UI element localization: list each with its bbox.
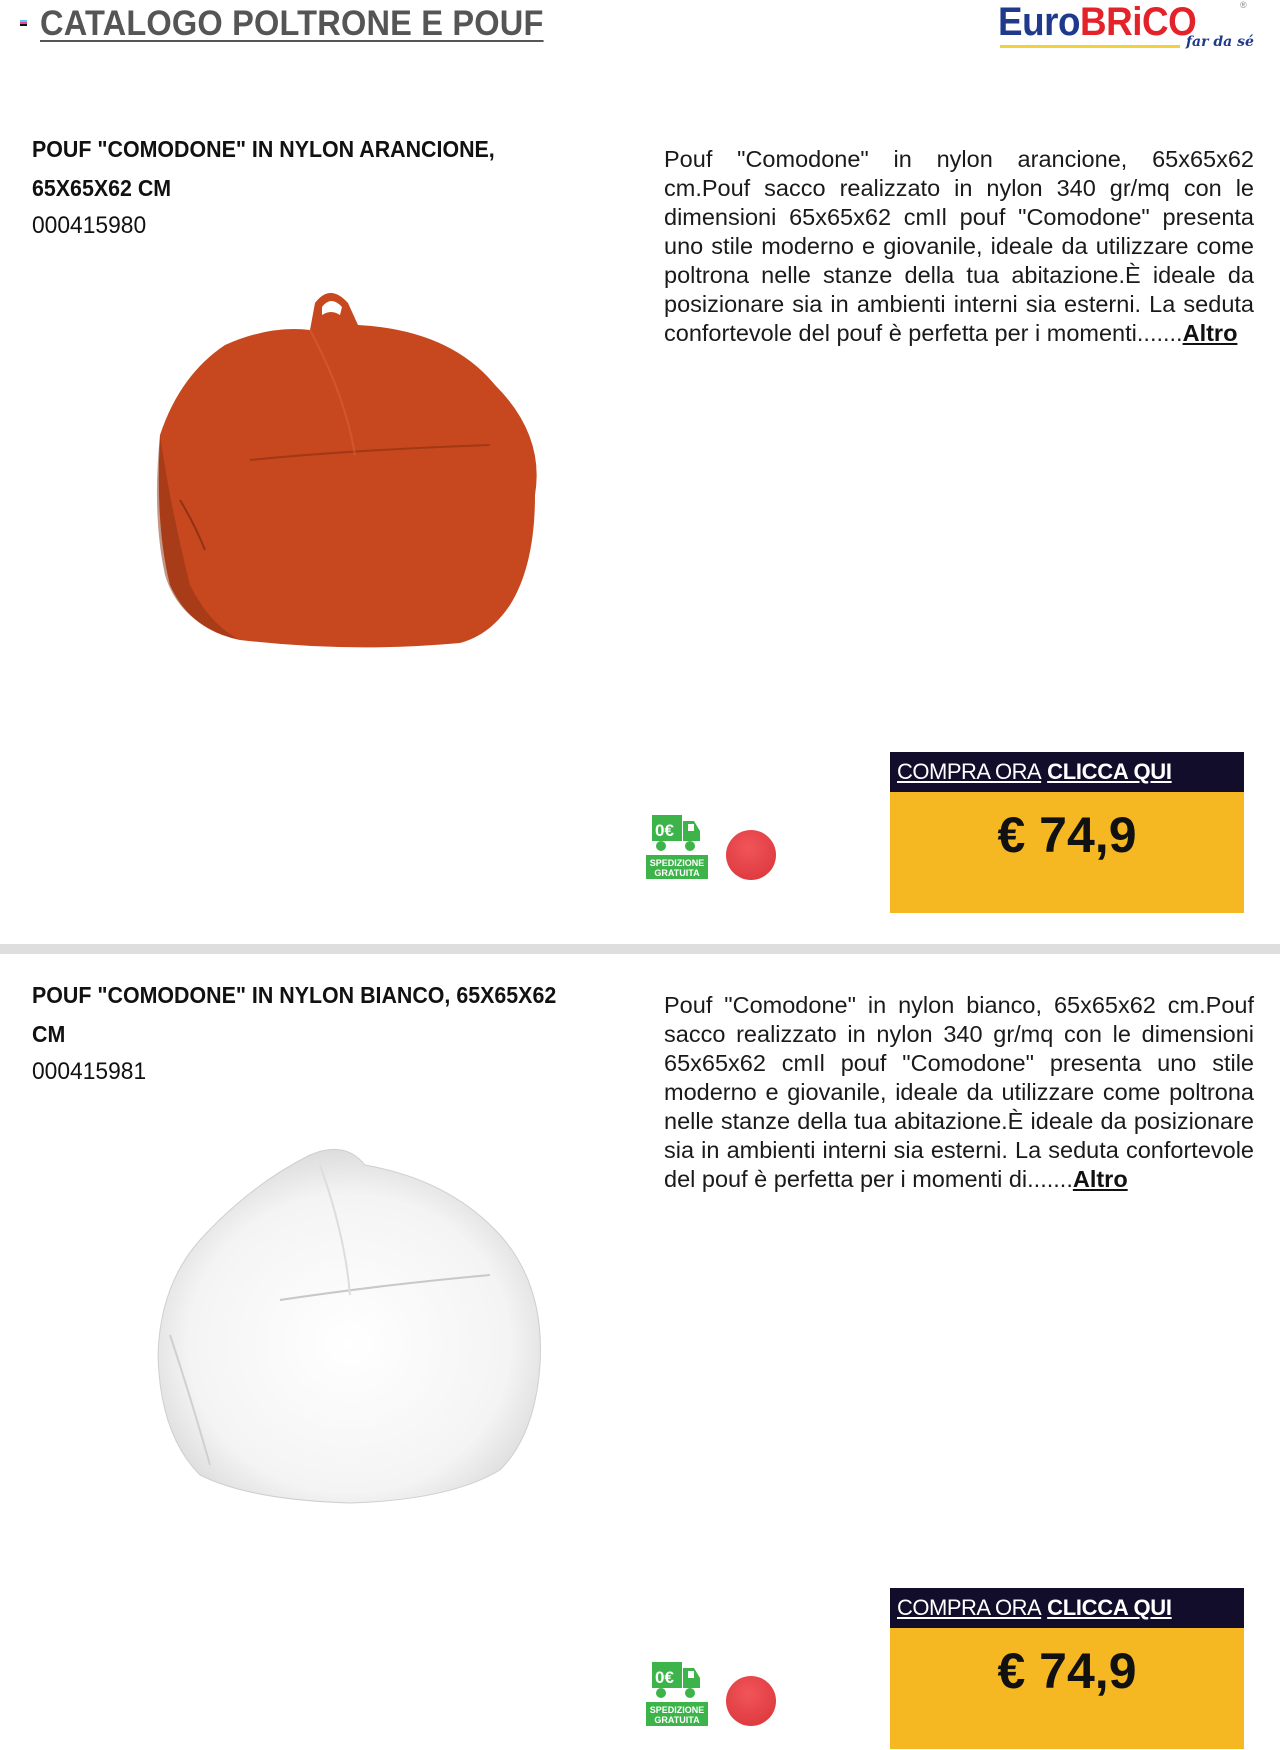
buy-now-link[interactable]: COMPRA ORA — [897, 1595, 1042, 1620]
color-swatch-dot — [726, 830, 776, 880]
orange-pouf-image — [150, 285, 560, 675]
buy-header — [890, 752, 1244, 792]
price: € 74,9 — [890, 792, 1244, 913]
buy-now-link[interactable]: COMPRA ORA — [897, 759, 1042, 784]
page-header — [0, 0, 1280, 60]
truck-icon — [646, 1660, 708, 1726]
svg-text:0€: 0€ — [655, 1668, 674, 1687]
free-shipping-badge — [646, 1660, 708, 1726]
section-separator — [0, 944, 1280, 954]
registered-mark: ® — [1240, 0, 1247, 10]
logo-tagline: far da sé — [1186, 34, 1254, 50]
buy-box — [890, 752, 1244, 913]
product-code: 000415980 — [32, 212, 147, 239]
product-image[interactable] — [150, 1135, 560, 1525]
more-link[interactable]: Altro — [1072, 1166, 1128, 1192]
svg-text:0€: 0€ — [655, 821, 674, 840]
buy-header — [890, 1588, 1244, 1628]
logo-brico: BRiCO — [1079, 0, 1197, 44]
logo-wordmark — [998, 0, 1196, 45]
buy-box — [890, 1588, 1244, 1749]
description-text: Pouf "Comodone" in nylon arancione, 65x65x62 cm.Pouf sacco realizzato in nylon 340 gr/mq con le dimensioni 65x65x62 cmIl pouf "Comodone" presenta uno stile moderno e giovanile, ideale da utilizzare come poltrona nelle stanze della tua abitazione.È ideale da posizionare sia in ambienti interni sia esterni. La seduta confortevole del pouf è perfetta per i momenti....... — [664, 146, 1254, 346]
logo-underline — [1000, 45, 1180, 48]
white-pouf-image — [150, 1135, 560, 1525]
product-title: POUF "COMODONE" IN NYLON ARANCIONE, 65X65X62 CM — [32, 136, 495, 201]
product-title: POUF "COMODONE" IN NYLON BIANCO, 65X65X62 CM — [32, 982, 557, 1047]
click-here-link[interactable]: CLICCA QUI — [1047, 1595, 1172, 1620]
product-description — [664, 991, 1254, 1194]
free-shipping-badge — [646, 813, 708, 879]
logo-euro: Euro — [998, 0, 1080, 44]
price: € 74,9 — [890, 1628, 1244, 1749]
truck-icon — [646, 813, 708, 879]
svg-text:GRATUITA: GRATUITA — [654, 1715, 700, 1725]
click-here-link[interactable]: CLICCA QUI — [1047, 759, 1172, 784]
svg-text:GRATUITA: GRATUITA — [654, 868, 700, 878]
description-text: Pouf "Comodone" in nylon bianco, 65x65x62 cm.Pouf sacco realizzato in nylon 340 gr/mq con le dimensioni 65x65x62 cmIl pouf "Comodone" presenta uno stile moderno e giovanile, ideale da utilizzare come poltrona nelle stanze della tua abitazione.È ideale da posizionare sia in ambienti interni sia esterni. La seduta confortevole del pouf è perfetta per i momenti di....... — [664, 992, 1254, 1192]
page-title: CATALOGO POLTRONE E POUF — [40, 4, 544, 43]
product-image[interactable] — [150, 285, 560, 675]
product-code: 000415981 — [32, 1058, 147, 1085]
color-swatch-dot — [726, 1676, 776, 1726]
eurobrico-logo[interactable] — [996, 0, 1266, 60]
product-description — [664, 145, 1254, 348]
svg-text:SPEDIZIONE: SPEDIZIONE — [649, 858, 705, 868]
svg-text:SPEDIZIONE: SPEDIZIONE — [649, 1705, 705, 1715]
color-bars-icon — [20, 20, 27, 28]
more-link[interactable]: Altro — [1182, 320, 1238, 346]
